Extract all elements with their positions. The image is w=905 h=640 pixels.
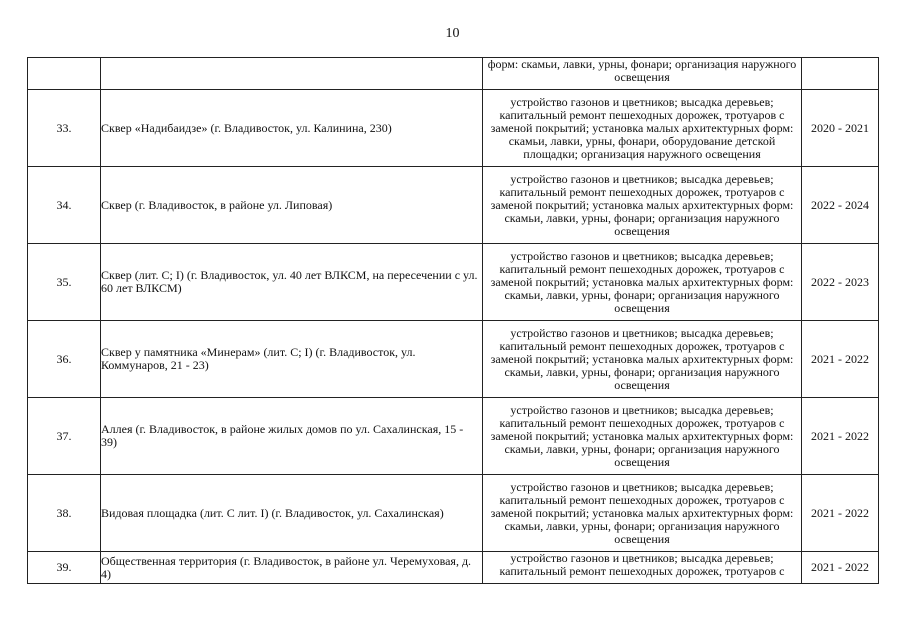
years-cell: 2021 - 2022	[802, 475, 879, 552]
works-cell: устройство газонов и цветников; высадка деревьев; капитальный ремонт пешеходных дорожек, тротуаров с заменой покрытий; установка малых архитектурных форм: скамьи, лавки, урны, фонари; организация наружного освещения	[483, 167, 802, 244]
improvement-table	[27, 57, 879, 584]
row-number-cell: 37.	[28, 398, 101, 475]
object-name-cell: Сквер (г. Владивосток, в районе ул. Липовая)	[101, 167, 483, 244]
row-number-cell: 36.	[28, 321, 101, 398]
works-cell: форм: скамьи, лавки, урны, фонари; организация наружного освещения	[483, 58, 802, 90]
object-name-cell: Сквер (лит. С; I) (г. Владивосток, ул. 40 лет ВЛКСМ, на пересечении с ул. 60 лет ВЛКСМ)	[101, 244, 483, 321]
years-cell: 2020 - 2021	[802, 90, 879, 167]
page-number: 10	[445, 26, 460, 41]
row-number-cell	[28, 58, 101, 90]
row-number-cell: 38.	[28, 475, 101, 552]
table-row	[28, 244, 879, 321]
works-cell: устройство газонов и цветников; высадка деревьев; капитальный ремонт пешеходных дорожек, тротуаров с заменой покрытий; установка малых архитектурных форм: скамьи, лавки, урны, фонари; организация наружного освещения	[483, 321, 802, 398]
table-row	[28, 90, 879, 167]
table-row	[28, 475, 879, 552]
years-cell: 2022 - 2023	[802, 244, 879, 321]
object-name-cell: Сквер «Надибаидзе» (г. Владивосток, ул. Калинина, 230)	[101, 90, 483, 167]
table-row-continuation	[28, 58, 879, 90]
object-name-cell: Общественная территория (г. Владивосток, в районе ул. Черемуховая, д. 4)	[101, 552, 483, 584]
years-cell: 2021 - 2022	[802, 398, 879, 475]
works-cell: устройство газонов и цветников; высадка деревьев; капитальный ремонт пешеходных дорожек, тротуаров с заменой покрытий; установка малых архитектурных форм: скамьи, лавки, урны, фонари; организация наружного освещения	[483, 398, 802, 475]
object-name-cell: Аллея (г. Владивосток, в районе жилых домов по ул. Сахалинская, 15 - 39)	[101, 398, 483, 475]
object-name-cell: Видовая площадка (лит. С лит. I) (г. Владивосток, ул. Сахалинская)	[101, 475, 483, 552]
years-cell	[802, 58, 879, 90]
years-cell: 2021 - 2022	[802, 321, 879, 398]
works-cell: устройство газонов и цветников; высадка деревьев; капитальный ремонт пешеходных дорожек, тротуаров с заменой покрытий; установка малых архитектурных форм: скамьи, лавки, урны, фонари; организация наружного освещения	[483, 244, 802, 321]
years-cell: 2022 - 2024	[802, 167, 879, 244]
table-row	[28, 398, 879, 475]
row-number-cell: 39.	[28, 552, 101, 584]
works-cell: устройство газонов и цветников; высадка деревьев; капитальный ремонт пешеходных дорожек, тротуаров с	[483, 552, 802, 584]
row-number-cell: 33.	[28, 90, 101, 167]
table-row	[28, 167, 879, 244]
object-name-cell: Сквер у памятника «Минерам» (лит. С; I) (г. Владивосток, ул. Коммунаров, 21 - 23)	[101, 321, 483, 398]
table-row	[28, 552, 879, 584]
works-cell: устройство газонов и цветников; высадка деревьев; капитальный ремонт пешеходных дорожек, тротуаров с заменой покрытий; установка малых архитектурных форм: скамьи, лавки, урны, фонари; организация наружного освещения	[483, 475, 802, 552]
works-cell: устройство газонов и цветников; высадка деревьев; капитальный ремонт пешеходных дорожек, тротуаров с заменой покрытий; установка малых архитектурных форм: скамьи, лавки, урны, фонари, оборудование детской площадки; организация наружного освещения	[483, 90, 802, 167]
years-cell: 2021 - 2022	[802, 552, 879, 584]
table-row	[28, 321, 879, 398]
row-number-cell: 35.	[28, 244, 101, 321]
object-name-cell	[101, 58, 483, 90]
row-number-cell: 34.	[28, 167, 101, 244]
